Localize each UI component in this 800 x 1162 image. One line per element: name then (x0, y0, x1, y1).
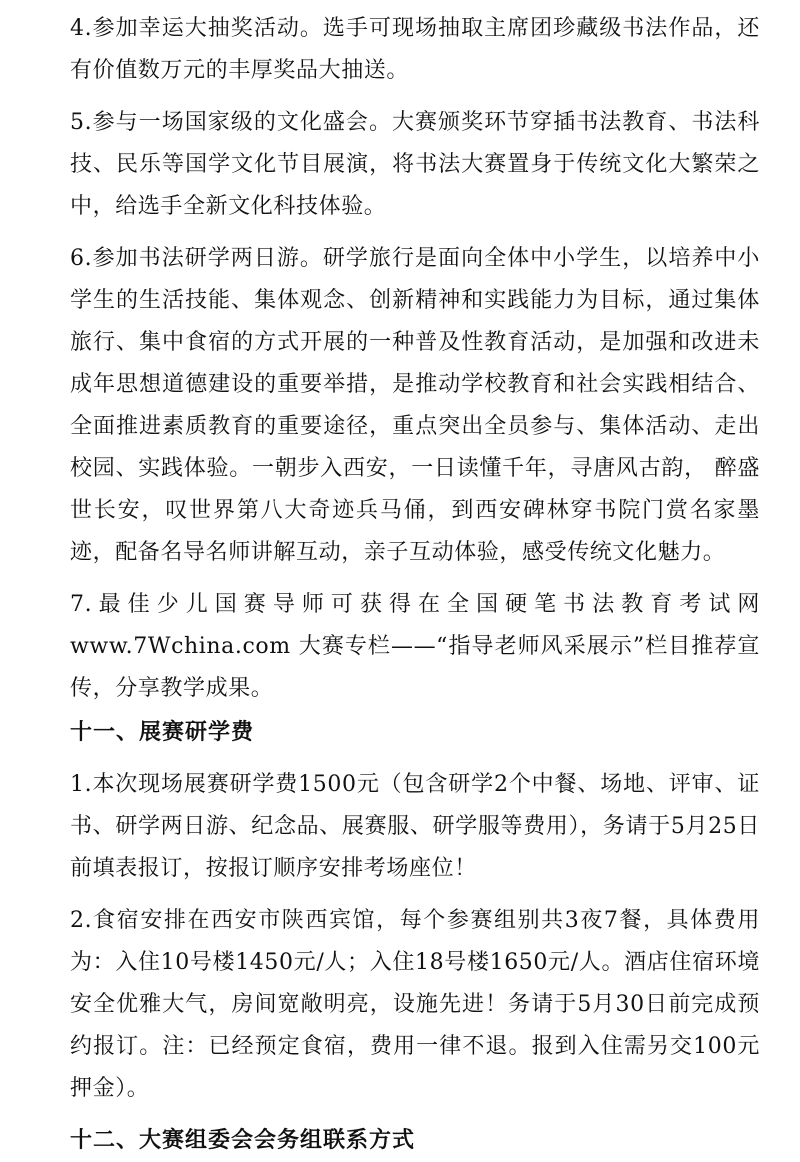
paragraph-fees-2: 2.食宿安排在西安市陕西宾馆，每个参赛组别共3夜7餐，具体费用为：入住10号楼1450元/人；入住18号楼1650元/人。酒店住宿环境安全优雅大气，房间宽敞明亮，设施先进！务请于5月30日前完成预约报订。注：已经预定食宿，费用一律不退。报到入住需另交100元押金）。 (70, 908, 760, 1101)
section-heading-contact: 十二、大赛组委会会务组联系方式 (70, 1128, 416, 1153)
paragraph-item-6: 6.参加书法研学两日游。研学旅行是面向全体中小学生，以培养中小学生的生活技能、集体观念、创新精神和实践能力为目标，通过集体旅行、集中食宿的方式开展的一种普及性教育活动，是加强和改进未成年思想道德建设的重要举措，是推动学校教育和社会实践相结合、全面推进素质教育的重要途径，重点突出全员参与、集体活动、走出校园、实践体验。一朝步入西安，一日读懂千年，寻唐风古韵， 醉盛世长安，叹世界第八大奇迹兵马俑，到西安碑林穿书院门赏名家墨迹，配备名导名师讲解互动，亲子互动体验，感受传统文化魅力。 (70, 246, 760, 565)
paragraph-item-7: 7.最佳少儿国赛导师可获得在全国硬笔书法教育考试网 www.7Wchina.com 大赛专栏——“指导老师风采展示”栏目推荐宣传，分享教学成果。 (70, 592, 760, 701)
paragraph-fees-1: 1.本次现场展赛研学费1500元（包含研学2个中餐、场地、评审、证书、研学两日游、纪念品、展赛服、研学服等费用），务请于5月25日前填表报订，按报订顺序安排考场座位！ (70, 772, 760, 881)
section-heading-fees: 十一、展赛研学费 (70, 720, 255, 745)
paragraph-item-4: 4.参加幸运大抽奖活动。选手可现场抽取主席团珍藏级书法作品，还有价值数万元的丰厚奖品大抽送。 (70, 16, 760, 83)
paragraph-item-5: 5.参与一场国家级的文化盛会。大赛颁奖环节穿插书法教育、书法科技、民乐等国学文化节目展演，将书法大赛置身于传统文化大繁荣之中，给选手全新文化科技体验。 (70, 110, 760, 219)
